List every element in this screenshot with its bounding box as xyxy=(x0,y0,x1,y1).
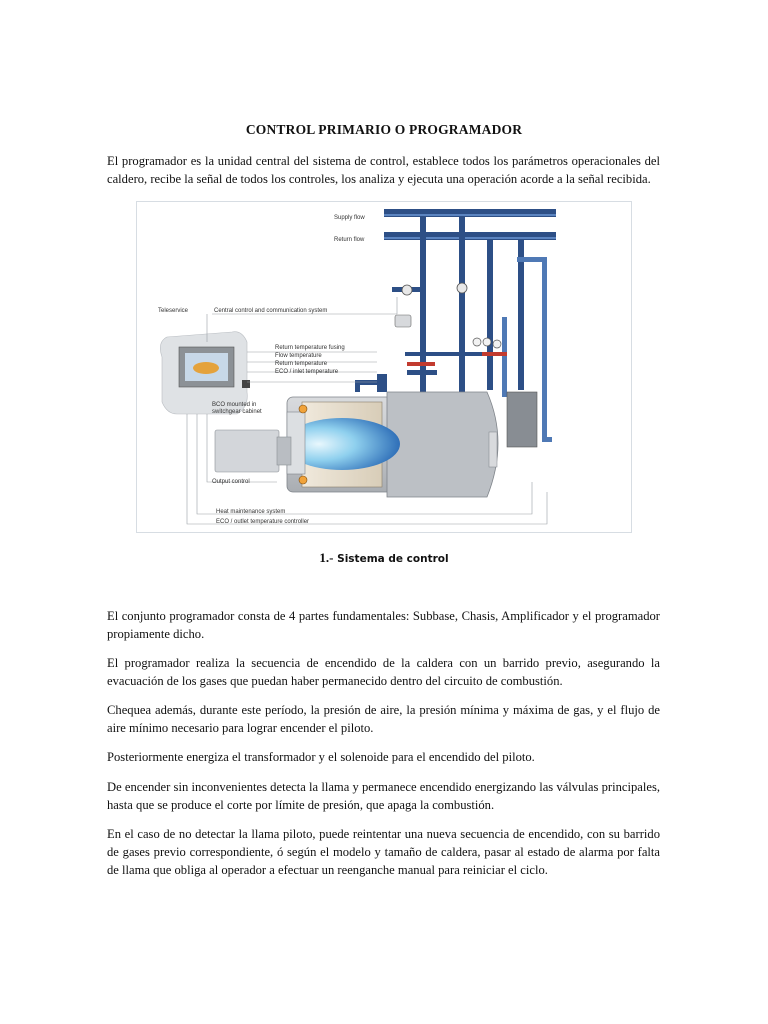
label-supply-flow: Supply flow xyxy=(334,215,365,221)
label-switchgear-cabinet: switchgear cabinet xyxy=(212,409,262,415)
label-return-temperature: Return temperature xyxy=(275,361,328,367)
intro-paragraph: El programador es la unidad central del sistema de control, establece todos los parámetros operacionales del caldero, recibe la señal de todos los controles, los analiza y ejecuta una operación acorde a la señal recibida. xyxy=(107,154,660,186)
label-central-control: Central control and communication system xyxy=(214,308,328,314)
label-bco-mounted: BCO mounted in xyxy=(212,402,257,408)
label-return-flow: Return flow xyxy=(334,237,365,243)
label-output-control: Output control xyxy=(212,479,250,485)
paragraph-5: De encender sin inconvenientes detecta la llama y permanece encendido energizando las válvulas principales, hasta que se produce el corte por límite de presión, que apaga la combustión. xyxy=(107,780,660,812)
label-eco-inlet: ECO / inlet temperature xyxy=(275,369,339,375)
paragraph-3: Chequea además, durante este período, la presión de aire, la presión mínima y máxima de gas, y el flujo de aire mínimo necesario para lograr encender el piloto. xyxy=(107,703,660,735)
burner-unit xyxy=(215,430,291,472)
label-eco-outlet: ECO / outlet temperature controller xyxy=(216,519,310,525)
caption-text: Sistema de control xyxy=(333,553,449,565)
paragraph-4: Posteriormente energiza el transformador y el solenoide para el encendido del piloto. xyxy=(107,750,535,764)
control-system-diagram xyxy=(136,201,632,533)
label-flow-temperature: Flow temperature xyxy=(275,353,322,359)
label-return-temp-fusing: Return temperature fusing xyxy=(275,345,345,351)
label-heat-maintenance: Heat maintenance system xyxy=(216,509,286,515)
page-title: CONTROL PRIMARIO O PROGRAMADOR xyxy=(245,122,523,137)
boiler-body xyxy=(284,392,537,497)
paragraph-1: El conjunto programador consta de 4 partes fundamentales: Subbase, Chasis, Amplificador y el programador propiamente dicho. xyxy=(107,609,660,641)
figure-caption xyxy=(0,550,768,566)
paragraph-6: En el caso de no detectar la llama piloto, puede reintentar una nueva secuencia de encendido, con su barrido de gases previo correspondiente, ó según el modelo y tamaño de caldera, pasar al estado de alarma por falta de llama que obliga al operador a efectuar un reenganche manual para reiniciar el ciclo. xyxy=(107,827,660,877)
caption-number: 1.- xyxy=(319,550,334,565)
pipe-headers xyxy=(384,209,556,240)
paragraph-2: El programador realiza la secuencia de encendido de la caldera con un barrido previo, asegurando la evacuación de los gases que puedan haber permanecido dentro del circuito de combustión. xyxy=(107,656,660,688)
label-teleservice: Teleservice xyxy=(158,308,189,314)
